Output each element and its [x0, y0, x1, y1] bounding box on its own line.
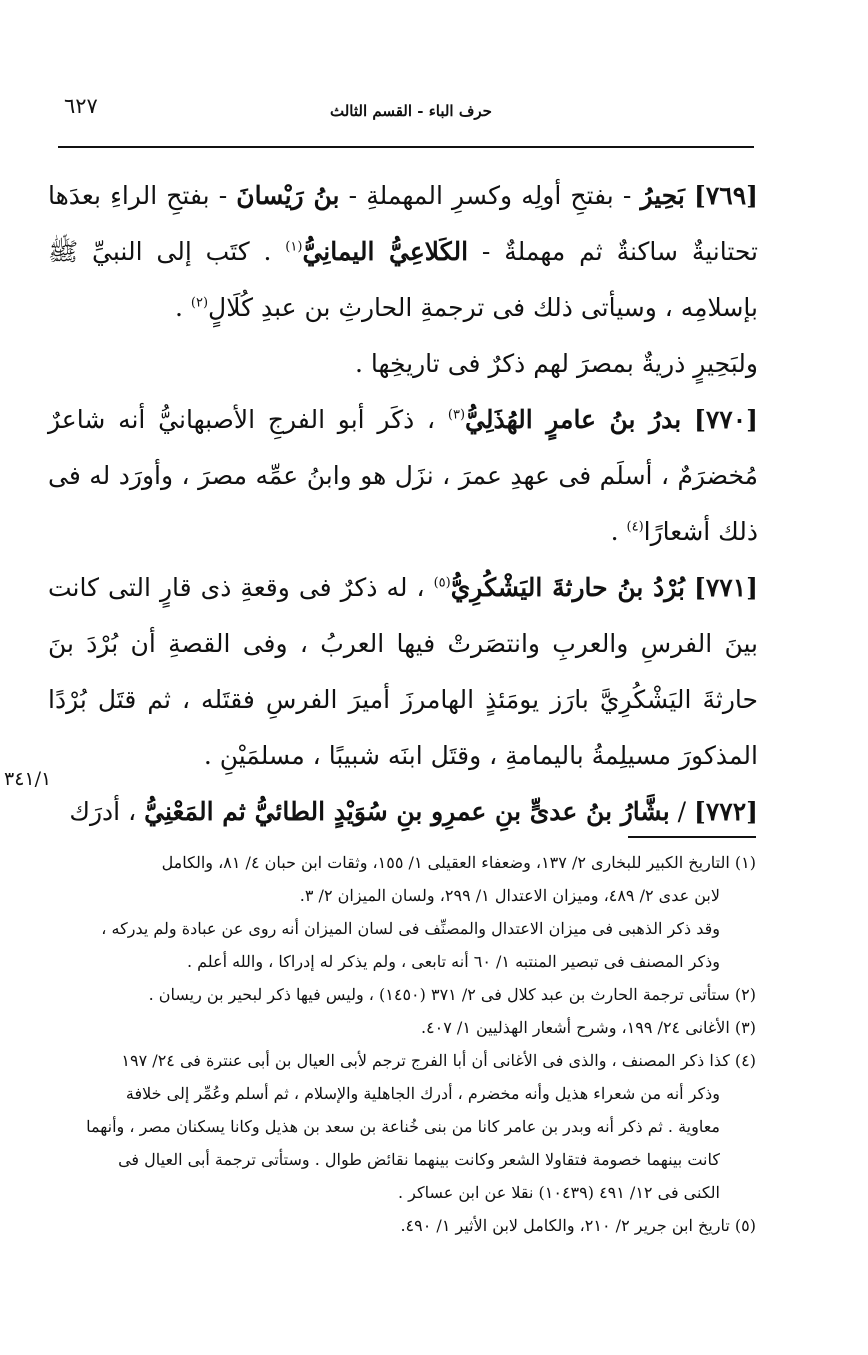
footnote-ref: (٥): [433, 575, 451, 591]
footnote-line: (١) التاريخ الكبير للبخارى ٢/ ١٣٧، وضعفاء العقيلى ١/ ١٥٥، وثقات ابن حبان ٤/ ٨١، والكامل: [161, 853, 756, 872]
footnote-line: (٣) الأغانى ٢٤/ ١٩٩، وشرح أشعار الهذليين ١/ ٤٠٧.: [420, 1018, 756, 1037]
entry-number: [٧٦٩]: [694, 181, 758, 210]
footnote-line: لابن عدى ٢/ ٤٨٩، وميزان الاعتدال ١/ ٢٩٩، ولسان الميزان ٢/ ٣.: [299, 886, 720, 905]
entry-text: .: [610, 517, 627, 546]
entry-name: بنُ رَيْسانَ: [236, 181, 340, 210]
footnote-line: كانت بينهما خصومة فتقاولا الشعر وكانت بينهما نقائض طوال . وستأتى ترجمة أبى العيال فى: [118, 1150, 720, 1169]
entry-772: [48, 784, 758, 840]
footnote-line: وقد ذكر الذهبى فى ميزان الاعتدال والمصنِّف فى لسان الميزان أنه روى عن عبادة ولم يدركه ،: [101, 919, 720, 938]
entry-769: [48, 168, 758, 336]
footnote-line: (٢) ستأتى ترجمة الحارث بن عبد كلال فى ٢/ ٣٧١ (١٤٥٠) ، وليس فيها ذكر لبحير بن ريسان .: [148, 985, 756, 1004]
entry-name: الكَلاعِيُّ اليمانِيُّ: [302, 237, 469, 266]
entry-number: [٧٧٢]: [694, 797, 758, 826]
entry-text: - بفتحِ الراءِ بعدَها تحتانيةٌ ساكنةٌ ثم مهملةٌ -: [48, 181, 758, 266]
footnote-line: وذكر المصنف فى تبصير المنتبه ١/ ٦٠ أنه تابعى ، ولم يذكر له إدراكا ، والله أعلم .: [186, 952, 720, 971]
footnote-line: وذكر أنه من شعراء هذيل وأنه مخضرم ، أدرك الجاهلية والإسلام ، ثم أسلم وعُمِّر إلى خلافة: [125, 1084, 720, 1103]
entry-text: .: [175, 293, 191, 322]
footnote-ref: (٢): [190, 295, 209, 311]
footnote-ref: (٤): [626, 519, 644, 535]
entry-headword: بَحِيرُ: [640, 181, 685, 210]
entry-headword: بُرْدُ بنُ حارثةَ اليَشْكُرِيُّ: [450, 573, 685, 602]
entry-text: ، أدرَك: [69, 797, 145, 826]
main-text: [48, 168, 758, 840]
entry-text: ، له ذكرٌ فى وقعةِ ذى قارٍ التى كانت بينَ الفرسِ والعربِ وانتصَرتْ فيها العربُ ، وفى القصةِ أن بُرْدَ بنَ حارثةَ اليَشْكُرِيَّ بارَز يومَئذٍ الهامرزَ أميرَ الفرسِ فقتَله ، ثم قتَل بُرْدًا المذكورَ مسيلِمةُ باليمامةِ ، وقتَل ابنَه شبيبًا ، مسلمَيْنِ .: [48, 573, 758, 770]
header-title: حرف الباء - القسم الثالث: [330, 102, 492, 120]
entry-text: - بفتحِ أولِه وكسرِ المهملةِ -: [339, 181, 641, 210]
footnote-ref: (٣): [447, 407, 466, 423]
entry-number: [٧٧٠]: [694, 405, 758, 434]
entry-769-note: ولبَحِيرٍ ذريةٌ بمصرَ لهم ذكرٌ فى تاريخِها .: [354, 349, 758, 378]
footnote-line: الكنى فى ١٢/ ٤٩١ (١٠٤٣٩) نقلا عن ابن عساكر .: [397, 1183, 720, 1202]
header-rule: [58, 146, 754, 148]
footnote-line: معاوية . ثم ذكر أنه وبدر بن عامر كانا من بنى خُناعة بن سعد بن هذيل وكانا يسكنان مصر ، وأنهما: [86, 1117, 720, 1136]
footnotes: [66, 846, 756, 1242]
entry-text: . كتَب إلى النبيِّ ﷺ بإسلامِه ، وسيأتى ذلك فى ترجمةِ الحارثِ بن عبدِ كُلَالٍ: [48, 237, 758, 322]
entry-headword: بدرُ بنُ عامرٍ الهُذَلِيُّ: [465, 405, 682, 434]
volume-marker: /: [669, 797, 695, 826]
entry-771: [48, 560, 758, 784]
entry-text: ، ذكَر أبو الفرجِ الأصبهانيُّ أنه شاعرٌ مُخضرَمٌ ، أسلَم فى عهدِ عمرَ ، نزَل هو وابنُ عمِّه مصرَ ، وأورَد له فى ذلك أشعارًا: [48, 405, 758, 546]
footnote-rule: [628, 836, 756, 838]
entry-number: [٧٧١]: [694, 573, 758, 602]
margin-page-ref: ٣٤١/١: [4, 768, 52, 790]
running-header: [60, 88, 760, 128]
page-number: ٦٢٧: [64, 94, 98, 118]
footnote-line: (٥) تاريخ ابن جرير ٢/ ٢١٠، والكامل لابن الأثير ١/ ٤٩٠.: [400, 1216, 756, 1235]
entry-headword: بشَّارُ بنُ عدىٍّ بنِ عمرِو بنِ سُوَيْدٍ الطائيُّ ثم المَعْنِيُّ: [144, 797, 670, 826]
entry-770: [48, 392, 758, 560]
footnote-line: (٤) كذا ذكر المصنف ، والذى فى الأغانى أن أبا الفرج ترجم لأبى العيال بن أبى عنترة فى ٢٤/ ١٩٧: [121, 1051, 756, 1070]
footnote-ref: (١): [285, 239, 303, 255]
